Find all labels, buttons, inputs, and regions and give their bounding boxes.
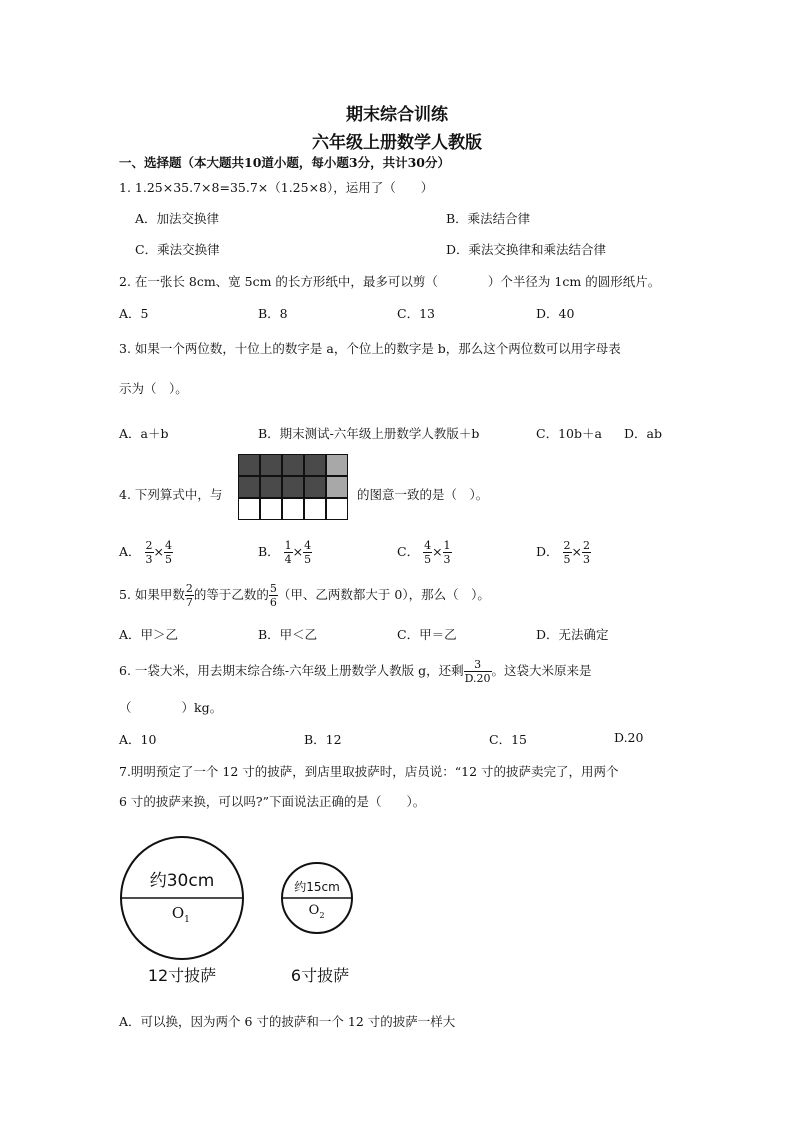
small-pizza-circle [282,863,352,933]
q2-option-b: B．8 [258,306,288,321]
title-main: 期末综合训练 [346,105,448,125]
fraction [185,583,194,608]
numerator: 2 [185,582,193,595]
denominator: 4 [284,553,292,566]
q5-option-c: C．甲＝乙 [397,627,457,642]
q2-option-d: D．40 [536,306,575,321]
grid-cell [326,454,348,476]
denominator: 7 [185,596,193,609]
denominator: 5 [563,553,571,566]
q5-stem-post: （甲、乙两数都大于 0），那么（ ）。 [277,587,490,602]
fraction [269,583,278,608]
small-pizza-center-subscript: 2 [319,911,325,920]
fraction [303,540,312,565]
option-label: C． [397,544,420,559]
grid-cell [326,498,348,520]
small-pizza-center-label: O [308,903,320,918]
q4-stem-pre: 4. 下列算式中，与 [119,487,223,502]
grid-cell [282,476,304,498]
fraction [443,540,452,565]
q2-option-a: A．5 [119,306,149,321]
big-pizza-caption: 12寸披萨 [147,966,217,985]
q3-option-a: A．a＋b [119,426,169,441]
grid-cell [260,476,282,498]
q1-option-b: B．乘法结合律 [446,211,531,226]
numerator: 2 [583,539,590,552]
q3-option-b: B．期末测试-六年级上册数学人教版＋b [258,426,480,441]
fraction [284,540,293,565]
q3-option-d: D．ab [624,426,662,441]
numerator: 3 [464,659,492,672]
q6-option-d: D.20 [614,730,644,745]
q6-option-c: C．15 [489,732,527,747]
q5-option-b: B．甲＜乙 [258,627,318,642]
fraction [145,540,154,565]
grid-cell [238,476,260,498]
times-sign: × [432,544,443,559]
q6-stem [119,659,592,684]
q4-option-a [119,540,173,565]
denominator: 3 [145,553,153,566]
numerator: 5 [269,582,277,595]
numerator: 4 [165,539,172,552]
denominator: 5 [424,553,432,566]
grid-cell [260,454,282,476]
times-sign: × [153,544,164,559]
q4-option-b [258,540,312,565]
numerator: 2 [145,539,153,552]
grid-cell [304,498,326,520]
fraction [582,540,591,565]
q3-stem-line2: 示为（ ）。 [119,381,188,396]
q1-stem: 1. 1.25×35.7×8=35.7×（1.25×8），运用了（ ） [119,180,434,195]
q4-option-c [397,540,452,565]
denominator: 3 [443,553,451,566]
q7-stem-line2: 6 寸的披萨来换，可以吗?”下面说法正确的是（ ）。 [119,794,426,809]
times-sign: × [292,544,304,559]
q5-stem [119,583,490,608]
denominator: 5 [165,553,172,566]
grid-cell [260,498,282,520]
q5-stem-pre: 5. 如果甲数 [119,587,185,602]
pizza-figure [120,826,380,991]
q6-option-b: B．12 [304,732,342,747]
q4-option-d [536,540,591,565]
fraction [563,540,572,565]
q1-option-d: D．乘法交换律和乘法结合律 [446,242,607,257]
grid-cell [282,498,304,520]
q2-option-c: C．13 [397,306,435,321]
fraction [464,659,492,684]
q4-stem-post: 的图意一致的是（ ）。 [357,487,489,502]
fraction [164,540,173,565]
option-label: A． [119,544,141,559]
big-pizza-circle [121,837,243,959]
q2-stem: 2. 在一张长 8cm、宽 5cm 的长方形纸中，最多可以剪（ ）个半径为 1cm 的圆形纸片。 [119,274,661,289]
denominator: 5 [304,553,312,566]
numerator: 1 [284,539,292,552]
q5-stem-mid: 的等于乙数的 [193,587,269,602]
fraction [423,540,432,565]
small-pizza-diameter-label: 约15cm [294,880,340,894]
numerator: 1 [443,539,451,552]
q1-option-a: A．加法交换律 [135,211,220,226]
option-label: B． [258,544,280,559]
grid-cell [304,476,326,498]
grid-cell [326,476,348,498]
title-sub: 六年级上册数学人教版 [312,133,482,153]
small-pizza-caption: 6寸披萨 [290,966,350,985]
q7-stem-line1: 7.明明预定了一个 12 寸的披萨，到店里取披萨时，店员说：“12 寸的披萨卖完了，用两个 [119,764,619,779]
q5-option-a: A．甲＞乙 [119,627,179,642]
section-heading: 一、选择题（本大题共10道小题，每小题3分，共计30分） [119,155,450,170]
option-label: D． [536,544,559,559]
big-pizza-center-label: O [171,904,185,922]
numerator: 4 [304,539,312,552]
denominator: 3 [583,553,590,566]
q6-option-a: A．10 [119,732,157,747]
fraction-grid-figure [238,454,348,520]
denominator: D.20 [464,672,491,685]
q6-stem-pre: 6. 一袋大米，用去期末综合练-六年级上册数学人教版 g，还剩 [119,663,464,678]
q3-stem-line1: 3. 如果一个两位数，十位上的数字是 a，个位上的数字是 b，那么这个两位数可以用字母表 [119,341,621,356]
big-pizza-diameter-label: 约30cm [149,871,215,891]
times-sign: × [571,544,582,559]
q7-option-a: A．可以换，因为两个 6 寸的披萨和一个 12 寸的披萨一样大 [119,1014,456,1029]
q3-option-c: C．10b＋a [536,426,602,441]
q1-option-c: C．乘法交换律 [135,242,220,257]
grid-cell [304,454,326,476]
grid-cell [238,498,260,520]
grid-cell [238,454,260,476]
grid-cell [282,454,304,476]
numerator: 4 [424,539,432,552]
numerator: 2 [563,539,571,552]
big-pizza-center-subscript: 1 [184,915,190,925]
denominator: 6 [269,596,277,609]
q6-stem-line2: （ ）kg。 [119,700,223,715]
q5-option-d: D．无法确定 [536,627,609,642]
q6-stem-post: 。这袋大米原来是 [491,663,592,678]
